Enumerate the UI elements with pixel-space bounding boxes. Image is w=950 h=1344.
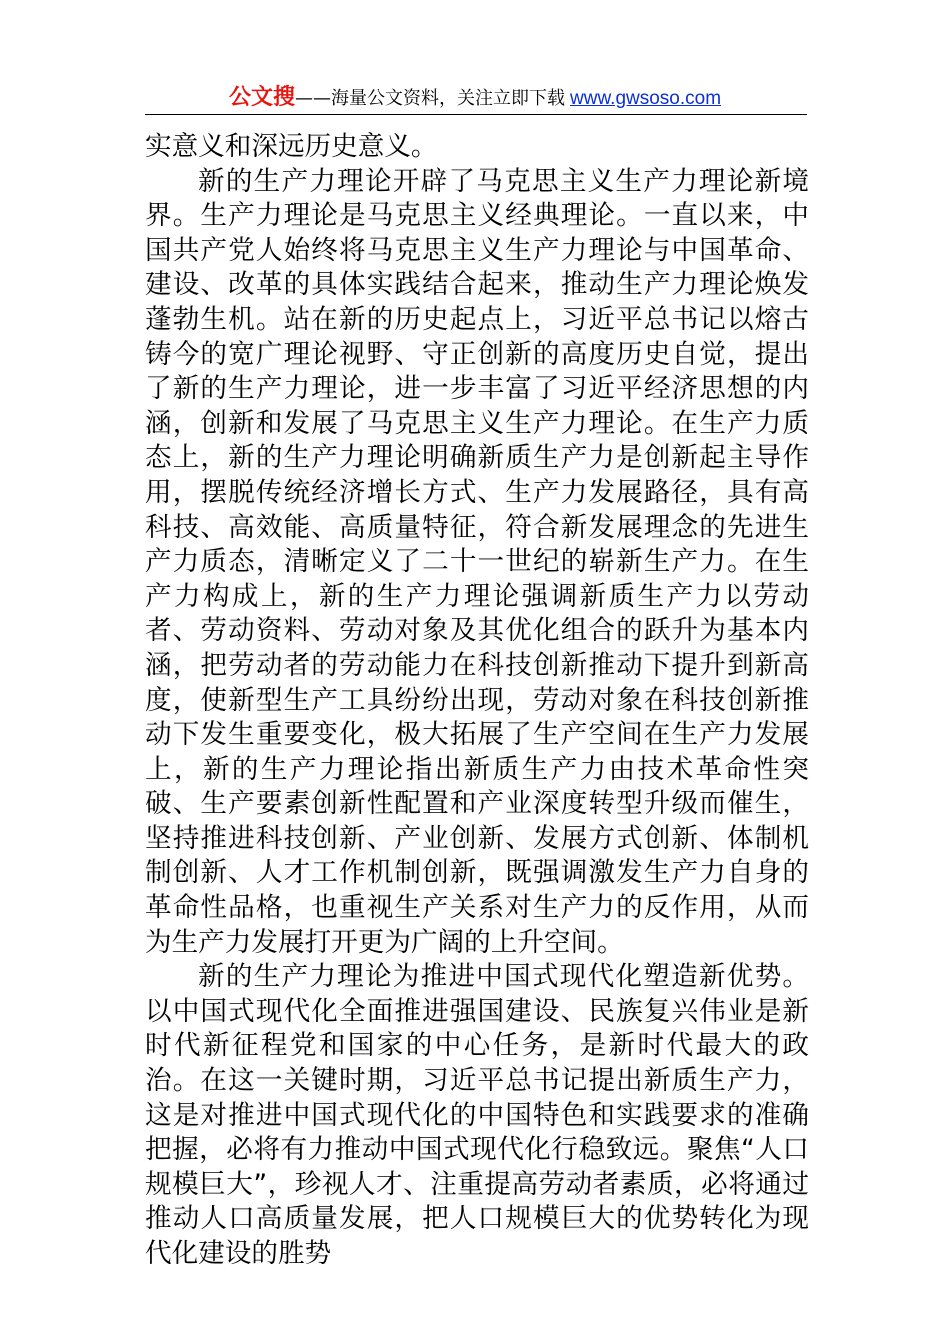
page-header [145, 84, 805, 116]
paragraph-continued: 实意义和深远历史意义。 [145, 131, 438, 162]
paragraph-chinese-modernization: 新的生产力理论为推进中国式现代化塑造新优势。以中国式现代化全面推进强国建设、民族复兴伟业是新时代新征程党和国家的中心任务，是新时代最大的政治。在这一关键时期，习近平总书记提出新质生产力，这是对推进中国式现代化的中国特色和实践要求的准确把握，必将有力推动中国式现代化行稳致远。聚焦“人口规模巨大”，珍视人才、注重提高劳动者素质，必将通过推动人口高质量发展，把人口规模巨大的优势转化为现代化建设的胜势 [145, 961, 809, 1269]
header-dash: —— [294, 88, 331, 109]
brand-logo-text: 公文搜 [228, 85, 295, 110]
paragraph-productivity-theory: 新的生产力理论开辟了马克思主义生产力理论新境界。生产力理论是马克思主义经典理论。一直以来，中国共产党人始终将马克思主义生产力理论与中国革命、建设、改革的具体实践结合起来，推动生产力理论焕发蓬勃生机。站在新的历史起点上，习近平总书记以熔古铸今的宽广理论视野、守正创新的高度历史自觉，提出了新的生产力理论，进一步丰富了习近平经济思想的内涵，创新和发展了马克思主义生产力理论。在生产力质态上，新的生产力理论明确新质生产力是创新起主导作用，摆脱传统经济增长方式、生产力发展路径，具有高科技、高效能、高质量特征，符合新发展理念的先进生产力质态，清晰定义了二十一世纪的崭新生产力。在生产力构成上，新的生产力理论强调新质生产力以劳动者、劳动资料、劳动对象及其优化组合的跃升为基本内涵，把劳动者的劳动能力在科技创新推动下提升到新高度，使新型生产工具纷纷出现，劳动对象在科技创新推动下发生重要变化，极大拓展了生产空间在生产力发展上，新的生产力理论指出新质生产力由技术革命性突破、生产要素创新性配置和产业深度转型升级而催生，坚持推进科技创新、产业创新、发展方式创新、体制机制创新、人才工作机制创新，既强调激发生产力自身的革命性品格，也重视生产关系对生产力的反作用，从而为生产力发展打开更为广阔的上升空间。 [145, 165, 809, 958]
document-body [145, 130, 809, 1272]
header-divider [145, 114, 807, 115]
site-link[interactable]: www.gwsoso.com [570, 88, 722, 109]
header-tagline: 海量公文资料，关注立即下载 [330, 88, 565, 109]
